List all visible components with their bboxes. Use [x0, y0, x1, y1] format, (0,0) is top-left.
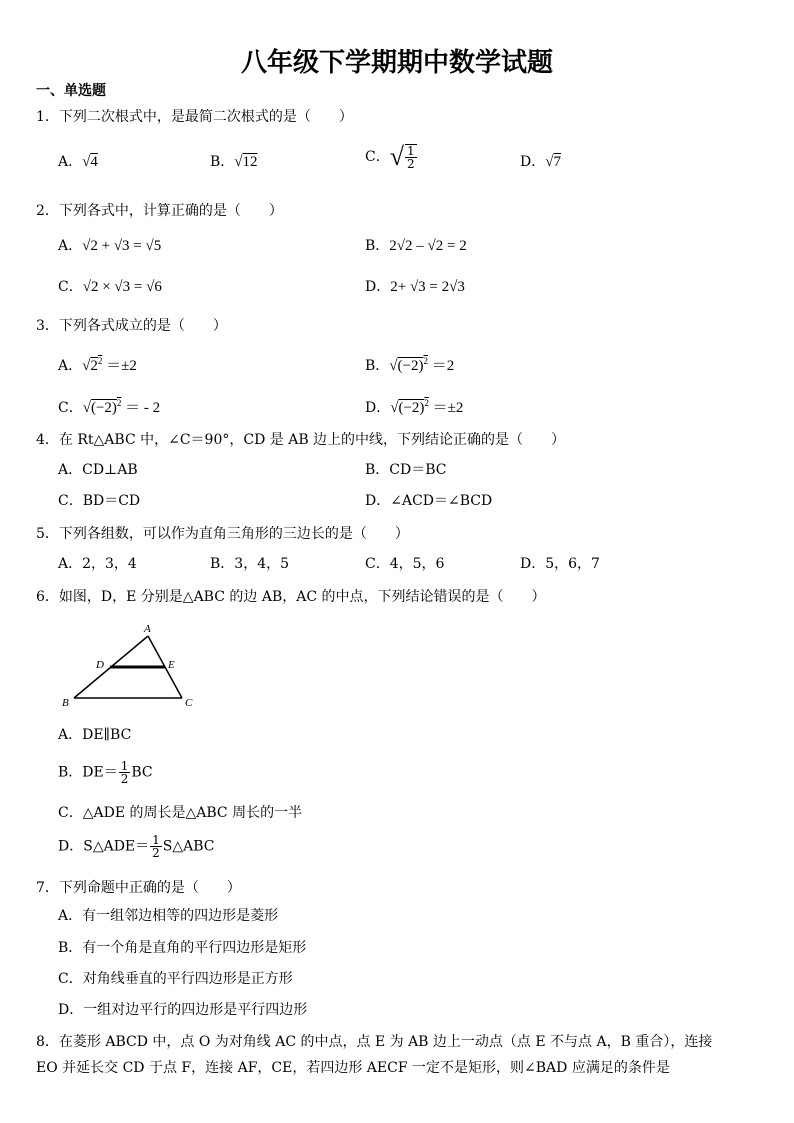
question-7-option-d: D．一组对边平行的四边形是平行四边形	[58, 1002, 308, 1018]
question-5-option-c: C．4，5，6	[365, 556, 445, 572]
question-3-option-a: A．$√2^2 =\pm 2$	[58, 356, 137, 374]
option-suffix: BC	[131, 764, 153, 781]
question-2-option-c	[58, 278, 162, 296]
expression: 2+ √3 = 2√3	[390, 279, 465, 295]
question-6-stem: 6．如图，D，E 分别是△ABC 的边 AB，AC 的中点，下列结论错误的是（ ）	[36, 589, 546, 605]
rhs: ＝ - 2	[125, 400, 161, 416]
numerator: 1	[152, 833, 160, 847]
question-1-option-b: B．√12	[210, 154, 258, 170]
rhs: ＝±2	[106, 358, 137, 374]
label-c: C	[185, 697, 193, 709]
option-prefix: D．S△ADE＝	[58, 838, 150, 855]
fraction	[405, 144, 417, 170]
question-4-option-a: A．CD⊥AB	[58, 462, 138, 478]
question-1-option-d: D．√7	[520, 154, 561, 170]
numerator: 1	[407, 144, 415, 158]
base: (−2)	[397, 358, 424, 374]
exponent: 2	[116, 398, 122, 408]
exponent: 2	[424, 398, 429, 408]
denominator: 2	[120, 772, 129, 786]
option-suffix: S△ABC	[162, 838, 215, 855]
option-label: C．	[58, 400, 83, 416]
option-label: A．	[58, 238, 83, 254]
radicand: 7	[553, 154, 561, 170]
question-5-option-a: A．2，3，4	[58, 556, 137, 572]
option-label: D．	[365, 279, 391, 295]
expression: √2 + √3 = √5	[82, 238, 162, 254]
label-e: E	[168, 659, 175, 671]
triangle-figure	[58, 618, 208, 712]
option-label: D．	[520, 154, 546, 170]
question-7-stem: 7．下列命题中正确的是（ ）	[36, 880, 241, 896]
exponent: 2	[97, 356, 103, 366]
question-6-option-b	[58, 760, 153, 785]
question-8-stem	[36, 1029, 756, 1081]
numerator: 1	[120, 759, 129, 773]
base: (−2)	[90, 400, 117, 416]
question-7-option-a: A．有一组邻边相等的四边形是菱形	[58, 908, 279, 924]
question-6-option-a: A．DE∥BC	[58, 727, 132, 743]
question-4-option-c: C．BD＝CD	[58, 493, 141, 509]
question-5-option-b: B．3，4，5	[210, 556, 290, 572]
question-8-line-2: EO 并延长交 CD 于点 F，连接 AF，CE，若四边形 AECF 一定不是矩形，则∠BAD 应满足的条件是	[36, 1060, 670, 1076]
question-3-stem: 3．下列各式成立的是（ ）	[36, 318, 227, 334]
radicand: 12	[242, 154, 258, 170]
expression: 2√2 – √2 = 2	[389, 238, 467, 254]
base: 2	[90, 358, 98, 374]
question-1-stem: 1．下列二次根式中，是最简二次根式的是（ ）	[36, 109, 353, 125]
option-label: C．	[365, 149, 390, 165]
expression: √2 × √3 = √6	[82, 279, 162, 295]
question-2-option-a	[58, 237, 161, 255]
option-label: D．	[365, 400, 391, 416]
rhs: ＝±2	[432, 400, 464, 416]
fraction	[150, 834, 162, 859]
base: (−2)	[398, 400, 425, 416]
question-7-option-c: C．对角线垂直的平行四边形是正方形	[58, 971, 293, 987]
question-8-line-1: 8．在菱形 ABCD 中，点 O 为对角线 AC 的中点，点 E 为 AB 边上一动点（点 E 不与点 A，B 重合），连接	[36, 1034, 713, 1050]
question-6-option-c: C．△ADE 的周长是△ABC 周长的一半	[58, 805, 303, 821]
label-b: B	[62, 697, 69, 709]
option-label: B．	[365, 358, 390, 374]
question-3-option-b: B．$√(-2)^2 =2$	[365, 356, 455, 374]
section-heading: 一、单选题	[36, 83, 106, 99]
question-5-option-d: D．5，6，7	[520, 556, 600, 572]
exponent: 2	[423, 356, 428, 366]
option-prefix: B．DE＝	[58, 764, 118, 781]
label-a: A	[144, 623, 151, 635]
denominator: 2	[152, 846, 160, 860]
option-label: A．	[58, 154, 83, 170]
question-2-stem: 2．下列各式中，计算正确的是（ ）	[36, 203, 283, 219]
question-4-option-b: B．CD＝BC	[365, 462, 447, 478]
option-label: A．	[58, 358, 83, 374]
question-7-option-b: B．有一个角是直角的平行四边形是矩形	[58, 940, 307, 956]
question-1-option-a: A．√4	[58, 154, 98, 170]
denominator: 2	[407, 157, 415, 171]
question-4-option-d: D．∠ACD＝∠BCD	[365, 493, 493, 509]
question-3-option-c: C．$√(-2)^2$ ＝ - 2	[58, 398, 161, 416]
question-3-option-d: D．$√(-2)^2 =\pm 2$	[365, 398, 464, 416]
option-label: C．	[58, 279, 83, 295]
question-6-option-d	[58, 834, 215, 859]
question-5-stem: 5．下列各组数，可以作为直角三角形的三边长的是（ ）	[36, 526, 409, 542]
question-4-stem: 4．在 Rt△ABC 中，∠C＝90°，CD 是 AB 边上的中线，下列结论正确的是（ ）	[36, 432, 566, 448]
option-label: B．	[210, 154, 235, 170]
fraction	[119, 760, 131, 785]
rhs: ＝2	[431, 358, 455, 374]
question-2-option-d	[365, 278, 465, 296]
option-label: B．	[365, 238, 390, 254]
page-title: 八年级下学期期中数学试题	[240, 48, 553, 78]
question-2-option-b	[365, 237, 467, 255]
label-d: D	[96, 659, 104, 671]
question-1-option-c: C．√ $\frac{1}{2}$	[365, 142, 415, 171]
radicand: 4	[90, 154, 98, 170]
